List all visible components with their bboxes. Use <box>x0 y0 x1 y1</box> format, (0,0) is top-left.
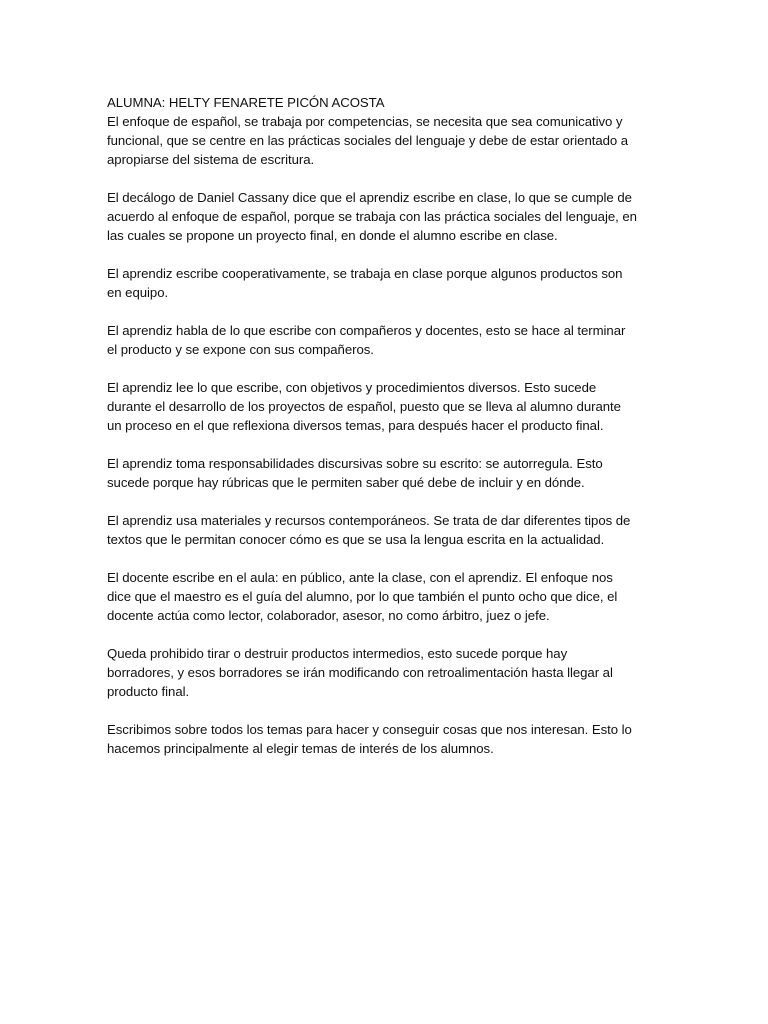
paragraph-2 <box>107 188 687 245</box>
paragraph-line: durante el desarrollo de los proyectos de español, puesto que se lleva al alumno durante <box>107 399 621 414</box>
paragraph-line: el producto y se expone con sus compañeros. <box>107 342 374 357</box>
paragraph-line: textos que le permitan conocer cómo es que se usa la lengua escrita en la actualidad. <box>107 532 605 547</box>
paragraph-line: El aprendiz habla de lo que escribe con compañeros y docentes, esto se hace al terminar <box>107 323 626 338</box>
paragraph-3 <box>107 264 687 302</box>
paragraph-line: El aprendiz escribe cooperativamente, se trabaja en clase porque algunos productos son <box>107 266 623 281</box>
paragraph-line: El enfoque de español, se trabaja por competencias, se necesita que sea comunicativo y <box>107 114 623 129</box>
paragraph-line: producto final. <box>107 684 190 699</box>
paragraph-line: docente actúa como lector, colaborador, asesor, no como árbitro, juez o jefe. <box>107 608 550 623</box>
paragraph-5 <box>107 378 687 435</box>
paragraph-line: El decálogo de Daniel Cassany dice que el aprendiz escribe en clase, lo que se cumple de <box>107 190 632 205</box>
paragraph-line: Queda prohibido tirar o destruir productos intermedios, esto sucede porque hay <box>107 646 568 661</box>
paragraph-4 <box>107 321 687 359</box>
paragraph-7 <box>107 511 687 549</box>
paragraph-line: borradores, y esos borradores se irán modificando con retroalimentación hasta llegar al <box>107 665 613 680</box>
document-page <box>107 93 687 777</box>
paragraph-line: las cuales se propone un proyecto final, en donde el alumno escribe en clase. <box>107 228 558 243</box>
paragraph-line: funcional, que se centre en las prácticas sociales del lenguaje y debe de estar orientado a <box>107 133 629 148</box>
paragraph-line: apropiarse del sistema de escritura. <box>107 152 315 167</box>
student-heading: ALUMNA: HELTY FENARETE PICÓN ACOSTA <box>107 95 385 110</box>
paragraph-line: El docente escribe en el aula: en público, ante la clase, con el aprendiz. El enfoque nos <box>107 570 613 585</box>
paragraph-line: Escribimos sobre todos los temas para hacer y conseguir cosas que nos interesan. Esto lo <box>107 722 632 737</box>
paragraph-line: El aprendiz lee lo que escribe, con objetivos y procedimientos diversos. Esto sucede <box>107 380 597 395</box>
paragraph-line: un proceso en el que reflexiona diversos temas, para después hacer el producto final. <box>107 418 604 433</box>
paragraph-line: acuerdo al enfoque de español, porque se trabaja con las práctica sociales del lenguaje, en <box>107 209 637 224</box>
paragraph-10 <box>107 720 687 758</box>
paragraph-line: El aprendiz toma responsabilidades discursivas sobre su escrito: se autorregula. Esto <box>107 456 603 471</box>
paragraph-line: hacemos principalmente al elegir temas de interés de los alumnos. <box>107 741 494 756</box>
paragraph-line: dice que el maestro es el guía del alumno, por lo que también el punto ocho que dice, el <box>107 589 618 604</box>
paragraph-8 <box>107 568 687 625</box>
paragraph-9 <box>107 644 687 701</box>
paragraph-1 <box>107 112 687 169</box>
paragraph-line: sucede porque hay rúbricas que le permiten saber qué debe de incluir y en dónde. <box>107 475 585 490</box>
paragraph-line: El aprendiz usa materiales y recursos contemporáneos. Se trata de dar diferentes tipos de <box>107 513 631 528</box>
paragraph-line: en equipo. <box>107 285 169 300</box>
paragraph-6 <box>107 454 687 492</box>
